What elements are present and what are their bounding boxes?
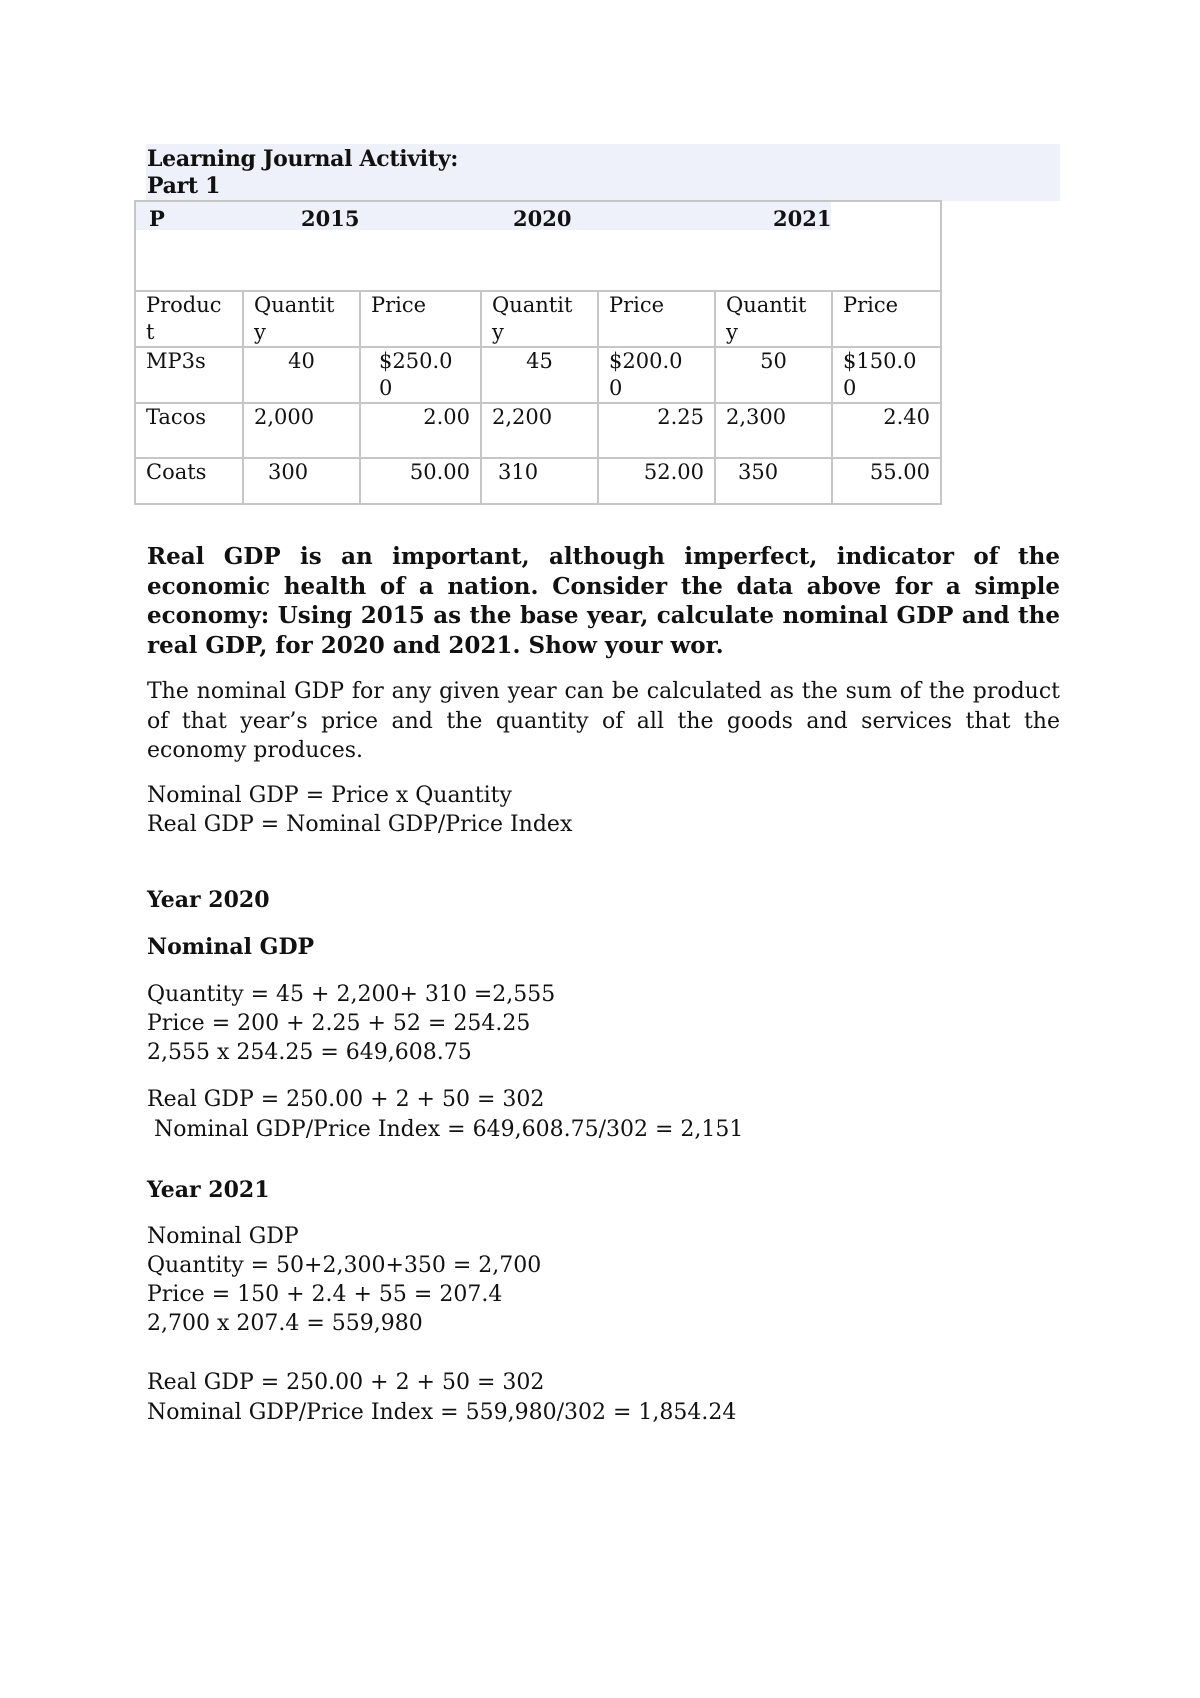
cell-quantity-2020: 45 bbox=[481, 347, 598, 403]
header-quantity-2020: Quantit y bbox=[481, 291, 598, 347]
cell-quantity-2021: 350 bbox=[715, 458, 832, 504]
real-gdp-2020-line: Real GDP = 250.00 + 2 + 50 = 302 bbox=[147, 1087, 545, 1112]
quantity-2020-line: Quantity = 45 + 2,200+ 310 =2,555 bbox=[147, 982, 556, 1007]
header-product: Produc t bbox=[135, 291, 243, 347]
year-header-row bbox=[135, 201, 941, 291]
cell-price-2021: 55.00 bbox=[832, 458, 941, 504]
year-2020-heading: Year 2020 bbox=[147, 887, 270, 913]
table-row bbox=[135, 403, 941, 458]
cell-price-2015: 50.00 bbox=[360, 458, 481, 504]
cell-product: Coats bbox=[135, 458, 243, 504]
header-quantity-2021: Quantit y bbox=[715, 291, 832, 347]
cell-quantity-2015: 40 bbox=[243, 347, 360, 403]
explanation-paragraph: The nominal GDP for any given year can be calculated as the sum of the product of that year’s price and the quantity of all the goods and services that the economy produces. bbox=[147, 679, 1060, 763]
column-header-row bbox=[135, 291, 941, 347]
year-2021-label: 2021 bbox=[773, 206, 832, 231]
header-price-2021: Price bbox=[832, 291, 941, 347]
nominal-gdp-2021-heading: Nominal GDP bbox=[147, 1224, 299, 1249]
formula-real: Real GDP = Nominal GDP/Price Index bbox=[147, 812, 573, 837]
price-2020-line: Price = 200 + 2.25 + 52 = 254.25 bbox=[147, 1011, 531, 1036]
cell-price-2015: 2.00 bbox=[360, 403, 481, 458]
gdp-data-table bbox=[134, 200, 942, 505]
cell-quantity-2015: 300 bbox=[243, 458, 360, 504]
year-2021-heading: Year 2021 bbox=[147, 1177, 270, 1203]
header-price-2020: Price bbox=[598, 291, 715, 347]
cell-price-2015: $250.0 0 bbox=[360, 347, 481, 403]
nominal-gdp-2020-heading: Nominal GDP bbox=[147, 934, 315, 960]
header-price-2015: Price bbox=[360, 291, 481, 347]
table-row bbox=[135, 458, 941, 504]
question-paragraph: Real GDP is an important, although imperfect, indicator of the economic health of a nation. Consider the data above for a simple economy: Using 2015 as the base year, calculate nominal GDP and the real GDP, for 2020 and 2021. Show your wor. bbox=[147, 543, 1060, 659]
cell-quantity-2015: 2,000 bbox=[243, 403, 360, 458]
cell-quantity-2020: 310 bbox=[481, 458, 598, 504]
year-2020-label: 2020 bbox=[513, 206, 572, 231]
cell-quantity-2020: 2,200 bbox=[481, 403, 598, 458]
formula-nominal: Nominal GDP = Price x Quantity bbox=[147, 783, 512, 808]
quantity-2021-line: Quantity = 50+2,300+350 = 2,700 bbox=[147, 1253, 542, 1278]
heading-subtitle: Part 1 bbox=[147, 173, 221, 199]
year-highlight bbox=[136, 202, 831, 230]
cell-quantity-2021: 50 bbox=[715, 347, 832, 403]
cell-price-2021: 2.40 bbox=[832, 403, 941, 458]
year-header-cell bbox=[135, 201, 941, 291]
product-2020-line: 2,555 x 254.25 = 649,608.75 bbox=[147, 1040, 472, 1065]
cell-price-2020: 2.25 bbox=[598, 403, 715, 458]
product-2021-line: 2,700 x 207.4 = 559,980 bbox=[147, 1311, 423, 1336]
cell-price-2020: $200.0 0 bbox=[598, 347, 715, 403]
cell-quantity-2021: 2,300 bbox=[715, 403, 832, 458]
cell-price-2020: 52.00 bbox=[598, 458, 715, 504]
heading-title: Learning Journal Activity: bbox=[147, 146, 459, 172]
price-2021-line: Price = 150 + 2.4 + 55 = 207.4 bbox=[147, 1282, 503, 1307]
cell-product: MP3s bbox=[135, 347, 243, 403]
cell-price-2021: $150.0 0 bbox=[832, 347, 941, 403]
price-index-2021-line: Nominal GDP/Price Index = 559,980/302 = 1,854.24 bbox=[147, 1400, 737, 1425]
cell-product: Tacos bbox=[135, 403, 243, 458]
real-gdp-2021-line: Real GDP = 250.00 + 2 + 50 = 302 bbox=[147, 1370, 545, 1395]
table-row bbox=[135, 347, 941, 403]
header-quantity-2015: Quantit y bbox=[243, 291, 360, 347]
price-index-2020-line: Nominal GDP/Price Index = 649,608.75/302 = 2,151 bbox=[147, 1117, 744, 1142]
year-2015-label: 2015 bbox=[301, 206, 360, 231]
corner-label: P bbox=[149, 206, 165, 231]
